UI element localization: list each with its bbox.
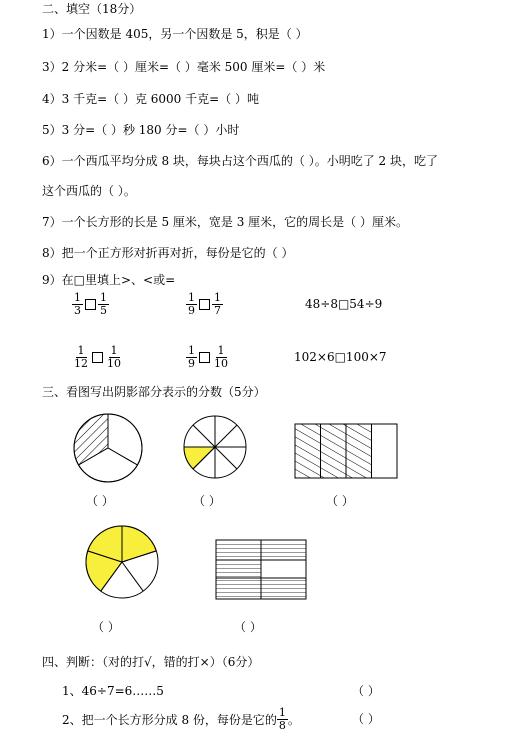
judgement-2 — [62, 707, 300, 731]
question-6-line-2: 这个西瓜的（ ）。 — [42, 184, 136, 198]
fraction-left: $\frac{1}{9}$ — [188, 344, 195, 370]
fraction-right: $\frac{1}{7}$ — [214, 291, 221, 317]
figure-circle-thirds — [74, 414, 142, 482]
fraction-right: $\frac{1}{10}$ — [107, 344, 121, 370]
judgement-2-answer[interactable]: （ ） — [352, 712, 380, 726]
fraction-left: $\frac{1}{12}$ — [74, 344, 88, 370]
fraction-right: $\frac{1}{10}$ — [214, 344, 228, 370]
question-7: 7）一个长方形的长是 5 厘米，宽是 3 厘米，它的周长是（ ）厘米。 — [42, 215, 408, 229]
question-4: 4）3 千克=（ ）克 6000 千克=（ ）吨 — [42, 92, 259, 106]
figure-circle-eighths — [184, 416, 246, 478]
question-9: 9）在□里填上>、<或= — [42, 273, 176, 287]
question-5: 5）3 分=（ ）秒 180 分=（ ）小时 — [42, 123, 240, 137]
compare-item-3: 48÷8□54÷9 — [305, 297, 383, 311]
question-6-line-1: 6）一个西瓜平均分成 8 块，每块占这个西瓜的（ ）。小明吃了 2 块，吃了 — [42, 154, 438, 168]
answer-blank-1[interactable]: （ ） — [86, 494, 114, 508]
answer-blank-4[interactable]: （ ） — [92, 620, 120, 634]
judgement-2-text: 2、把一个长方形分成 8 份，每份是它的 — [62, 712, 277, 727]
question-8: 8）把一个正方形对折再对折，每份是它的（ ） — [42, 246, 294, 260]
judgement-2-end: 。 — [287, 712, 300, 727]
judgement-1: 1、46÷7=6……5 — [62, 684, 164, 698]
question-3: 3）2 分米=（ ）厘米=（ ）毫米 500 厘米=（ ）米 — [42, 60, 326, 74]
figure-rectangle-quarters — [295, 424, 397, 478]
figure-rectangle-grid — [216, 540, 306, 599]
answer-blank-3[interactable]: （ ） — [326, 494, 354, 508]
section-3-title: 三、看图写出阴影部分表示的分数（5分） — [42, 385, 266, 399]
section-2-title: 二、填空（18分） — [42, 2, 142, 16]
judgement-1-answer[interactable]: （ ） — [352, 684, 380, 698]
fraction-left: $\frac{1}{3}$ — [74, 291, 81, 317]
question-1: 1）一个因数是 405，另一个因数是 5，积是（ ） — [42, 27, 308, 41]
section-4-title: 四、判断：（对的打√，错的打×）（6分） — [42, 655, 260, 669]
compare-item-6: 102×6□100×7 — [294, 350, 387, 364]
fraction-right: $\frac{1}{5}$ — [100, 291, 107, 317]
fraction-left: $\frac{1}{9}$ — [188, 291, 195, 317]
answer-blank-5[interactable]: （ ） — [234, 620, 262, 634]
judgement-2-fraction: $\frac{1}{8}$ — [278, 706, 286, 732]
figure-circle-fifths — [86, 526, 158, 598]
answer-blank-2[interactable]: （ ） — [193, 494, 221, 508]
